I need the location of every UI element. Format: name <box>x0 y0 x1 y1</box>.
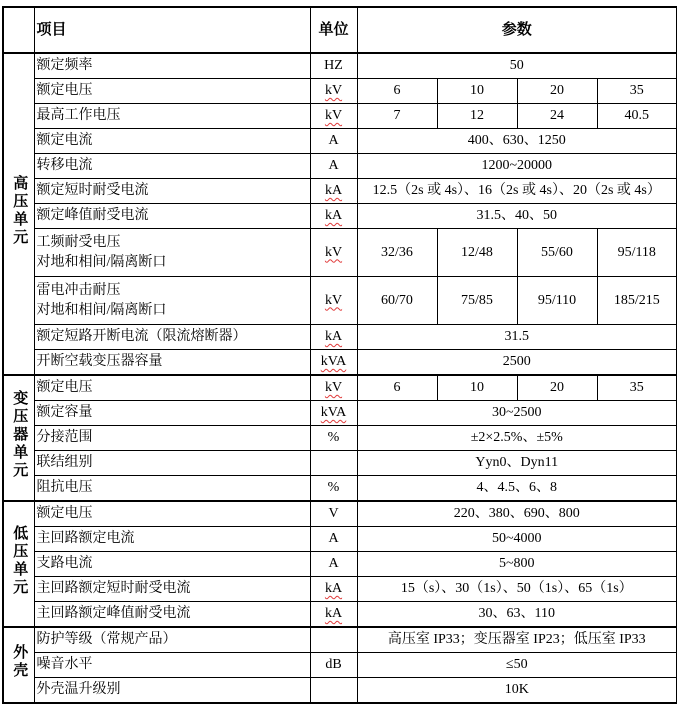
section-cell <box>3 53 34 375</box>
row-unit: kA <box>324 329 343 344</box>
row-unit-cell <box>310 627 357 653</box>
row-param-cell: 10 <box>437 375 517 401</box>
row-param-cell: 30、63、110 <box>357 602 677 628</box>
row-unit: kV <box>324 292 343 308</box>
row-param-cell: 20 <box>517 79 597 104</box>
row-param-cell: 50~4000 <box>357 527 677 552</box>
row-unit: A <box>328 531 339 546</box>
row-item-label: 额定容量 <box>36 405 93 420</box>
table-row <box>3 476 677 502</box>
table-row <box>3 451 677 476</box>
table-row <box>3 527 677 552</box>
row-unit-cell <box>310 577 357 602</box>
row-unit-cell <box>310 653 357 678</box>
table-row <box>3 129 677 154</box>
row-param-cell: 40.5 <box>597 104 677 129</box>
row-unit-cell <box>310 154 357 179</box>
table-row <box>3 229 677 277</box>
section-label: 变压器单元 <box>11 389 28 480</box>
row-item-cell <box>34 154 310 179</box>
row-param-cell: 400、630、1250 <box>357 129 677 154</box>
row-item-label-line2: 对地和相间/隔离断口 <box>36 302 167 318</box>
table-row <box>3 375 677 401</box>
header-params: 参数 <box>357 7 677 53</box>
row-param-cell: 95/118 <box>597 229 677 277</box>
table-row <box>3 325 677 350</box>
row-item-label: 额定短路开断电流（限流熔断器） <box>36 329 247 344</box>
row-unit: A <box>328 133 339 148</box>
row-unit: kV <box>324 380 343 395</box>
row-unit: A <box>328 556 339 571</box>
row-item-label: 防护等级（常规产品） <box>36 632 177 647</box>
row-item-label: 阻抗电压 <box>36 480 93 495</box>
row-item-cell <box>34 53 310 79</box>
row-param-cell: 1200~20000 <box>357 154 677 179</box>
row-param-cell: 220、380、690、800 <box>357 501 677 527</box>
row-item-label: 额定电压 <box>36 380 93 395</box>
row-param-cell: 6 <box>357 375 437 401</box>
table-row <box>3 426 677 451</box>
row-item-label: 雷电冲击耐压 <box>36 282 121 298</box>
row-param-cell: 2500 <box>357 350 677 376</box>
row-unit-cell <box>310 129 357 154</box>
row-unit-cell <box>310 426 357 451</box>
row-param-cell: 4、4.5、6、8 <box>357 476 677 502</box>
row-unit-cell <box>310 375 357 401</box>
row-item-cell <box>34 602 310 628</box>
row-param-cell: Yyn0、Dyn11 <box>357 451 677 476</box>
row-unit: kV <box>324 244 343 260</box>
row-param-cell: 35 <box>597 79 677 104</box>
row-param-cell: 185/215 <box>597 277 677 325</box>
row-unit: kVA <box>320 354 347 369</box>
row-item-label: 最高工作电压 <box>36 108 121 123</box>
section-cell <box>3 375 34 501</box>
header-item: 项目 <box>34 7 310 53</box>
row-unit: kA <box>324 606 343 621</box>
row-unit-cell <box>310 678 357 704</box>
row-item-label: 分接范围 <box>36 430 93 445</box>
row-unit-cell <box>310 325 357 350</box>
row-param-cell: 12.5（2s 或 4s）、16（2s 或 4s）、20（2s 或 4s） <box>357 179 677 204</box>
row-item-cell <box>34 350 310 376</box>
row-param-cell: 15（s）、30（1s）、50（1s）、65（1s） <box>357 577 677 602</box>
row-unit: kVA <box>320 405 347 420</box>
table-row <box>3 204 677 229</box>
row-unit: kV <box>324 83 343 98</box>
row-item-cell <box>34 476 310 502</box>
row-param-cell: ±2×2.5%、±5% <box>357 426 677 451</box>
row-unit-cell <box>310 451 357 476</box>
row-param-cell: 75/85 <box>437 277 517 325</box>
row-item-label: 开断空载变压器容量 <box>36 354 163 369</box>
row-param-cell: 50 <box>357 53 677 79</box>
section-label: 高压单元 <box>11 174 28 247</box>
row-param-cell: 10K <box>357 678 677 704</box>
row-item-cell <box>34 204 310 229</box>
table-row <box>3 53 677 79</box>
spec-table <box>2 6 677 704</box>
row-unit: kA <box>324 581 343 596</box>
table-row <box>3 627 677 653</box>
row-item-label: 联结组别 <box>36 455 93 470</box>
row-param-cell: ≤50 <box>357 653 677 678</box>
row-unit: % <box>327 480 340 495</box>
row-param-cell: 32/36 <box>357 229 437 277</box>
row-unit-cell <box>310 476 357 502</box>
row-unit-cell <box>310 204 357 229</box>
row-item-cell <box>34 627 310 653</box>
row-item-label: 工频耐受电压 <box>36 234 121 250</box>
row-item-label: 主回路额定电流 <box>36 531 135 546</box>
row-item-label: 主回路额定短时耐受电流 <box>36 581 191 596</box>
row-item-label: 主回路额定峰值耐受电流 <box>36 606 191 621</box>
row-unit-cell <box>310 527 357 552</box>
row-item-label: 额定峰值耐受电流 <box>36 208 149 223</box>
row-item-label: 支路电流 <box>36 556 93 571</box>
row-item-cell <box>34 401 310 426</box>
row-unit-cell <box>310 229 357 277</box>
section-cell <box>3 501 34 627</box>
row-item-cell <box>34 501 310 527</box>
row-param-cell: 55/60 <box>517 229 597 277</box>
row-unit: V <box>328 506 339 521</box>
row-param-cell: 7 <box>357 104 437 129</box>
table-row <box>3 678 677 704</box>
row-unit: HZ <box>324 58 343 73</box>
row-unit: % <box>327 430 340 445</box>
row-param-cell: 60/70 <box>357 277 437 325</box>
table-row <box>3 277 677 325</box>
row-item-label: 转移电流 <box>36 158 93 173</box>
row-item-cell <box>34 179 310 204</box>
row-item-cell <box>34 653 310 678</box>
table-row <box>3 104 677 129</box>
row-item-cell <box>34 375 310 401</box>
table-row <box>3 401 677 426</box>
table-row <box>3 552 677 577</box>
row-unit: dB <box>325 657 342 672</box>
row-item-label: 外壳温升级别 <box>36 682 121 697</box>
row-item-label: 额定电压 <box>36 506 93 521</box>
row-item-cell <box>34 79 310 104</box>
row-item-cell <box>34 277 310 325</box>
header-row <box>3 7 677 53</box>
row-item-cell <box>34 129 310 154</box>
row-param-cell: 95/110 <box>517 277 597 325</box>
row-param-cell: 6 <box>357 79 437 104</box>
row-param-cell: 12 <box>437 104 517 129</box>
section-label: 低压单元 <box>11 524 28 597</box>
row-param-cell: 10 <box>437 79 517 104</box>
header-section-cell <box>3 7 34 53</box>
row-param-cell: 20 <box>517 375 597 401</box>
row-item-cell <box>34 325 310 350</box>
row-unit-cell <box>310 602 357 628</box>
row-item-cell <box>34 527 310 552</box>
row-item-label: 额定电压 <box>36 83 93 98</box>
row-item-cell <box>34 426 310 451</box>
header-unit: 单位 <box>310 7 357 53</box>
row-unit-cell <box>310 401 357 426</box>
row-unit-cell <box>310 350 357 376</box>
row-item-label: 额定短时耐受电流 <box>36 183 149 198</box>
table-row <box>3 501 677 527</box>
row-unit: A <box>328 158 339 173</box>
row-unit-cell <box>310 104 357 129</box>
row-unit-cell <box>310 179 357 204</box>
table-row <box>3 602 677 628</box>
table-row <box>3 79 677 104</box>
row-param-cell: 31.5、40、50 <box>357 204 677 229</box>
row-unit: kA <box>324 208 343 223</box>
row-param-cell: 35 <box>597 375 677 401</box>
table-row <box>3 577 677 602</box>
row-unit-cell <box>310 53 357 79</box>
table-row <box>3 653 677 678</box>
row-unit-cell <box>310 79 357 104</box>
row-item-cell <box>34 552 310 577</box>
section-label: 外壳 <box>11 643 28 680</box>
row-item-label-line2: 对地和相间/隔离断口 <box>36 254 167 270</box>
row-param-cell: 高压室 IP33；变压器室 IP23；低压室 IP33 <box>357 627 677 653</box>
row-param-cell: 31.5 <box>357 325 677 350</box>
row-item-cell <box>34 577 310 602</box>
row-unit-cell <box>310 277 357 325</box>
row-item-label: 额定频率 <box>36 58 93 73</box>
table-row <box>3 179 677 204</box>
row-unit-cell <box>310 552 357 577</box>
row-unit: kA <box>324 183 343 198</box>
row-item-cell <box>34 229 310 277</box>
row-item-label: 额定电流 <box>36 133 93 148</box>
row-item-label: 噪音水平 <box>36 657 93 672</box>
row-param-cell: 12/48 <box>437 229 517 277</box>
section-cell <box>3 627 34 703</box>
row-item-cell <box>34 678 310 704</box>
row-item-cell <box>34 104 310 129</box>
table-row <box>3 350 677 376</box>
row-param-cell: 30~2500 <box>357 401 677 426</box>
row-item-cell <box>34 451 310 476</box>
row-param-cell: 24 <box>517 104 597 129</box>
row-param-cell: 5~800 <box>357 552 677 577</box>
table-row <box>3 154 677 179</box>
row-unit: kV <box>324 108 343 123</box>
row-unit-cell <box>310 501 357 527</box>
